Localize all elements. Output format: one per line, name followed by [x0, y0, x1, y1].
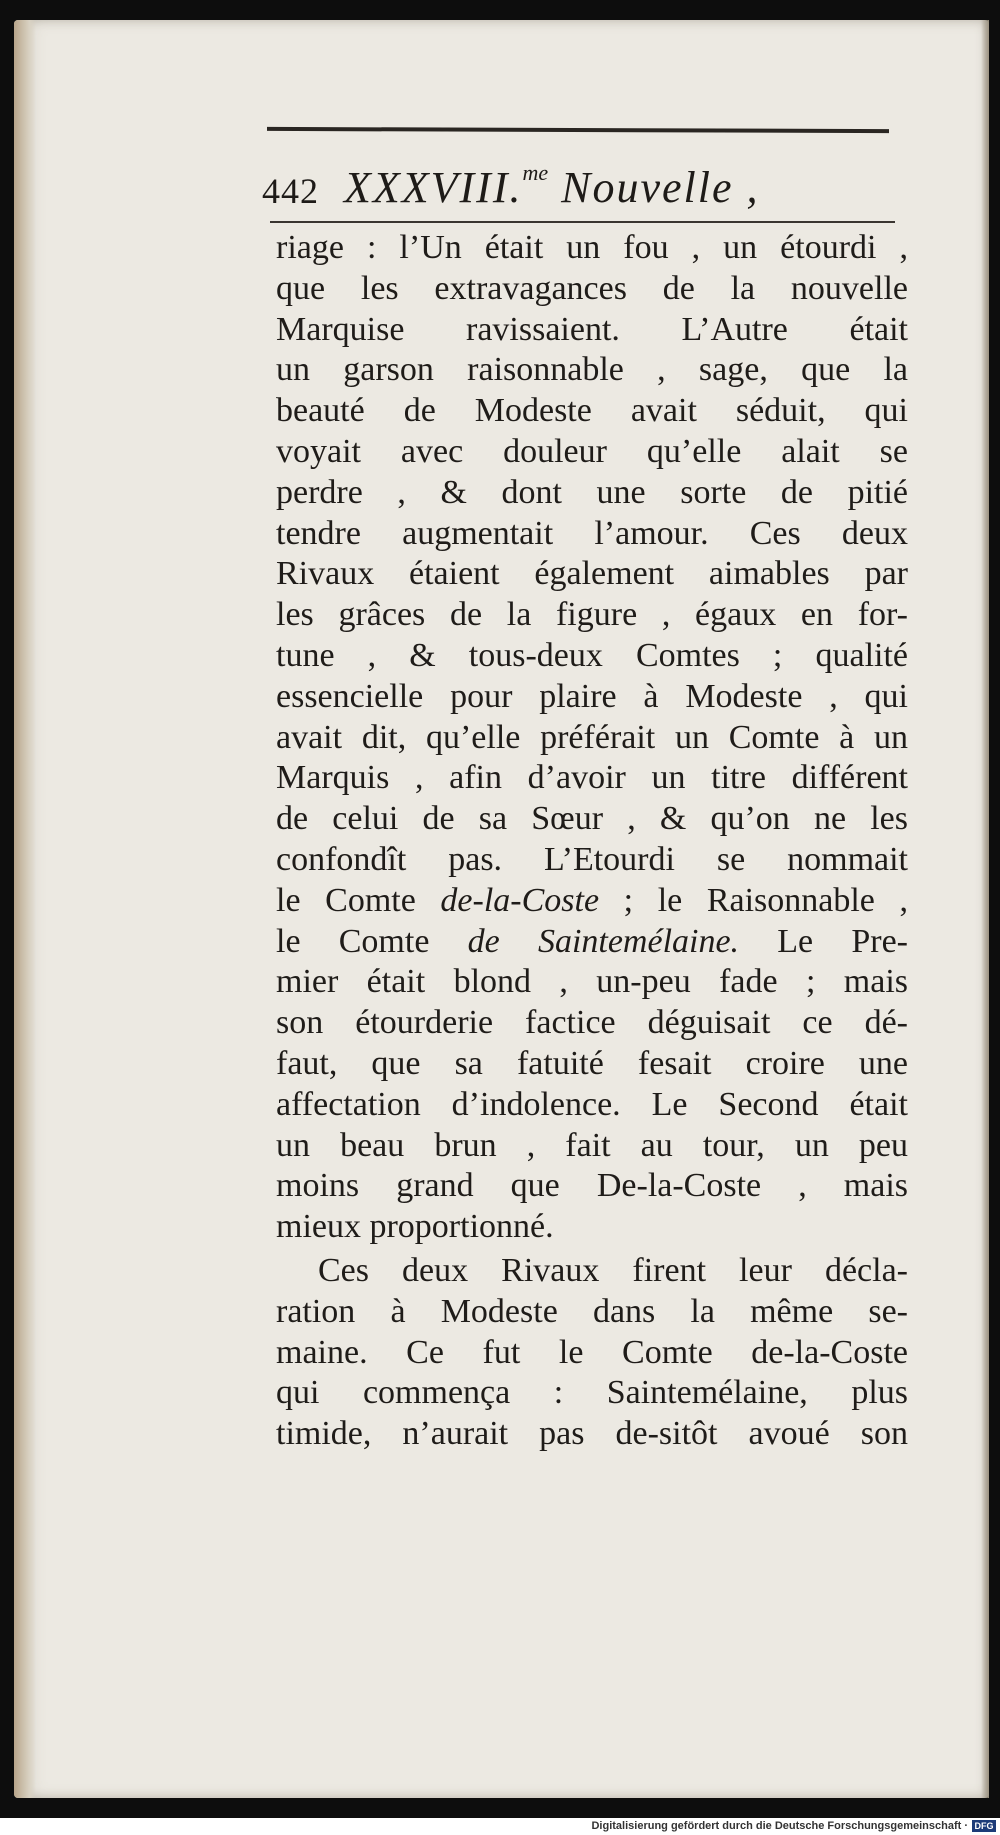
text-line: son étourderie factice déguisait ce dé-	[276, 1004, 908, 1042]
chapter-ordinal-suffix: me	[522, 160, 549, 185]
text-line: riage : l’Un était un fou , un étourdi ,	[276, 229, 908, 266]
text-line: beauté de Modeste avait séduit, qui	[276, 392, 908, 430]
text-line: de celui de sa Sœur , & qu’on ne les	[276, 800, 908, 838]
text-line: essencielle pour plaire à Modeste , qui	[276, 677, 908, 715]
italic-name: de Saintemélaine.	[467, 922, 740, 960]
text-line: un garson raisonnable , sage, que la	[276, 351, 908, 389]
text-fragment: ; le Raisonnable ,	[599, 881, 909, 919]
text-line: timide, n’aurait pas de-sitôt avoué son	[276, 1415, 908, 1453]
text-line: avait dit, qu’elle préférait un Comte à un	[276, 718, 908, 756]
text-line: mier était blond , un-peu fade ; mais	[276, 963, 908, 1001]
text-line: confondît pas. L’Etourdi se nommait	[276, 840, 908, 878]
page-number: 442	[262, 171, 319, 211]
text-line: ration à Modeste dans la même se-	[276, 1292, 908, 1330]
text-line: moins grand que De-la-Coste , mais	[276, 1167, 908, 1205]
page-spine-shadow	[14, 20, 36, 1798]
running-head	[262, 150, 902, 220]
text-line-paragraph-start: Ces deux Rivaux firent leur décla-	[318, 1251, 908, 1289]
digitization-credit: Digitalisierung gefördert durch die Deutsche Forschungsgemeinschaft ·	[591, 1820, 968, 1832]
text-line-paragraph-end: mieux proportionné.	[276, 1208, 554, 1246]
text-line: affectation d’indolence. Le Second était	[276, 1085, 908, 1123]
chapter-name: Nouvelle ,	[561, 163, 760, 212]
header-rule-bottom	[270, 221, 895, 223]
text-line: les grâces de la figure , égaux en for-	[276, 596, 908, 634]
text-line: voyait avec douleur qu’elle alait se	[276, 432, 908, 470]
page-edge-shadow	[981, 20, 989, 1798]
text-line-comte-de-la-coste	[276, 881, 908, 922]
text-line: tune , & tous-deux Comtes ; qualité	[276, 636, 908, 674]
text-fragment: le Comte	[276, 881, 441, 919]
text-line: que les extravagances de la nouvelle	[276, 269, 908, 307]
text-line: faut, que sa fatuité fesait croire une	[276, 1044, 908, 1082]
text-line: perdre , & dont une sorte de pitié	[276, 473, 908, 511]
text-line-comte-saintemelaine	[276, 922, 908, 963]
text-fragment: Le Pre-	[739, 922, 908, 960]
italic-name: de-la-Coste	[440, 881, 600, 919]
text-line: qui commença : Saintemélaine, plus	[276, 1374, 908, 1412]
text-line: maine. Ce fut le Comte de-la-Coste	[276, 1333, 908, 1371]
body-text	[276, 228, 908, 1455]
text-line: Rivaux étaient également aimables par	[276, 555, 908, 593]
text-line: Marquis , afin d’avoir un titre différent	[276, 759, 908, 797]
chapter-numeral: XXXVIII.	[344, 163, 523, 212]
text-fragment: le Comte	[276, 922, 468, 960]
text-line: Marquise ravissaient. L’Autre était	[276, 310, 908, 348]
dfg-logo-icon: DFG	[972, 1820, 996, 1832]
text-line: un beau brun , fait au tour, un peu	[276, 1126, 908, 1164]
text-line: tendre augmentait l’amour. Ces deux	[276, 514, 908, 552]
chapter-title	[344, 160, 760, 213]
